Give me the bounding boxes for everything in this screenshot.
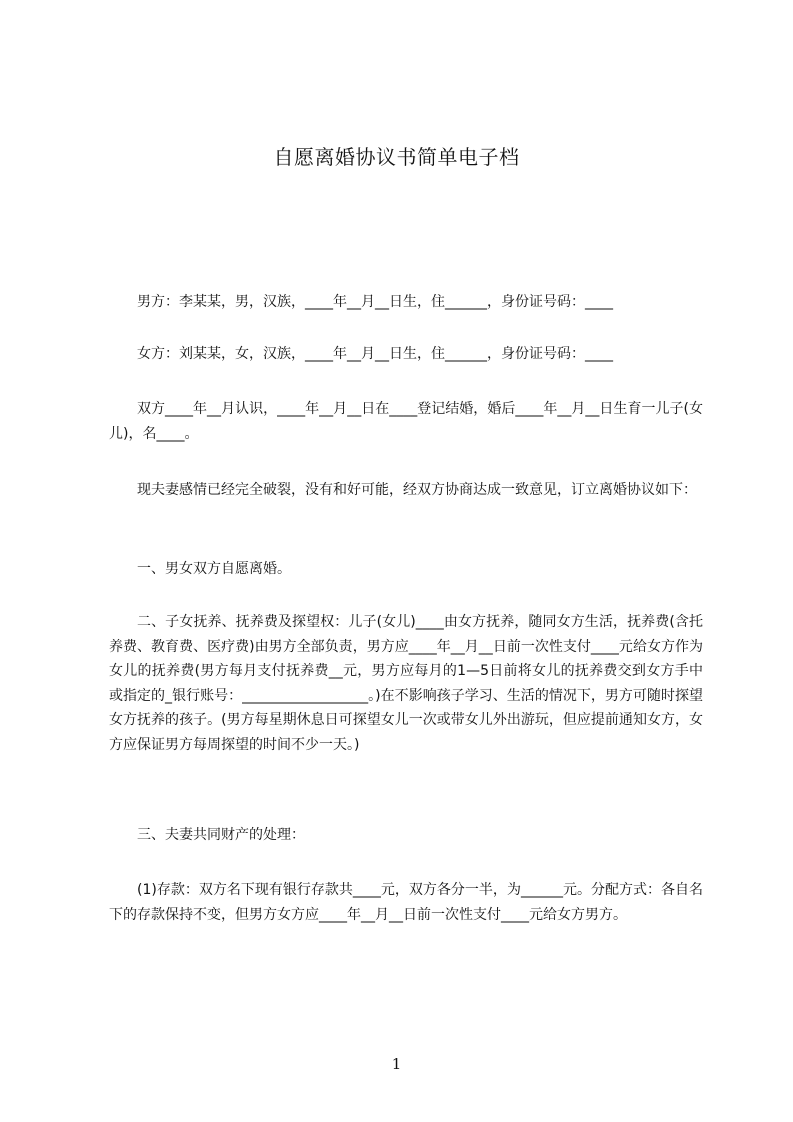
party-female-paragraph: 女方：刘某某，女，汉族，____年__月__日生，住______，身份证号码：____ (137, 346, 613, 362)
clause-3-heading: 三、夫妻共同财产的处理： (137, 827, 305, 843)
document-title: 自愿离婚协议书简单电子档 (273, 145, 520, 169)
clause-1-paragraph: 一、男女双方自愿离婚。 (137, 561, 291, 577)
party-male-paragraph: 男方：李某某，男，汉族，____年__月__日生，住______，身份证号码：____ (137, 294, 613, 310)
clause-3-deposit-paragraph: (1)存款：双方名下现有银行存款共____元，双方各分一半，为______元。分配方式：各自名下的存款保持不变，但男方女方应____年__月__日前一次性支付____元给女方男方。 (109, 882, 703, 923)
marriage-history-paragraph: 双方____年__月认识，____年__月__日在____登记结婚，婚后____年__月__日生育一儿子(女儿)，名____。 (109, 401, 703, 442)
clause-2-paragraph: 二、子女抚养、抚养费及探望权：儿子(女儿)____由女方抚养，随同女方生活，抚养费(含托养费、教育费、医疗费)由男方全部负责，男方应____年__月__日前一次性支付____元给女方作为女儿的抚养费(男方每月支付抚养费__元，男方应每月的1—5日前将女儿的抚养费交到女方手中或指定的_银行账号：__________________。)在不影响孩子学习、生活的情况下，男方可随时探望女方抚养的孩子。(男方每星期休息日可探望女儿一次或带女儿外出游玩，但应提前通知女方，女方应保证男方每周探望的时间不少一天。) (109, 614, 703, 753)
agreement-intro-paragraph: 现夫妻感情已经完全破裂，没有和好可能，经双方协商达成一致意见，订立离婚协议如下： (137, 482, 697, 498)
page-number: 1 (391, 1055, 402, 1073)
